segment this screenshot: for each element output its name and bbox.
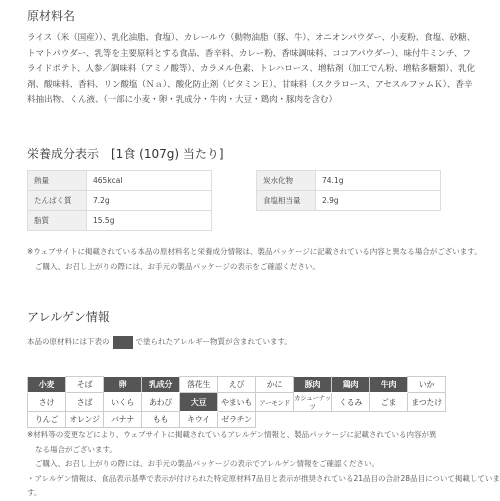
nutrition-value: 465kcal — [87, 171, 212, 191]
allergen-cell: いか — [408, 377, 446, 393]
allergen-title: アレルゲン情報 — [27, 310, 110, 324]
allergen-legend: 本品の原材料には下表の で塗られたアレルギー物質が含まれています。 — [27, 334, 292, 349]
nutrition-value: 7.2g — [87, 191, 212, 211]
allergen-cell: えび — [218, 377, 256, 393]
nutrition-label: 炭水化物 — [257, 171, 316, 191]
nutrition-row — [28, 171, 212, 191]
allergen-grid — [27, 376, 446, 428]
allergen-cell: オレンジ — [66, 412, 104, 428]
legend-swatch — [113, 336, 133, 349]
allergen-cell: 落花生 — [180, 377, 218, 393]
nutrition-label: 熱量 — [28, 171, 87, 191]
allergen-cell: かに — [256, 377, 294, 393]
allergen-cell: カシューナッツ — [294, 394, 331, 411]
allergen-cell: 鶏肉 — [332, 377, 370, 393]
nutrition-table-left — [27, 170, 212, 231]
allergen-row — [28, 412, 446, 428]
allergen-cell: 乳成分 — [142, 377, 180, 393]
allergen-cell: さば — [66, 393, 104, 412]
nutrition-table-right — [256, 170, 441, 211]
allergen-cell: 卵 — [104, 377, 142, 393]
allergen-cell: ゼラチン — [218, 412, 256, 428]
nutrition-value: 2.9g — [316, 191, 441, 211]
nutrition-row — [28, 191, 212, 211]
nutrition-label: たんぱく質 — [28, 191, 87, 211]
ingredients-title: 原材料名 — [27, 9, 76, 23]
allergen-cell: りんご — [28, 412, 66, 428]
allergen-cell: そば — [66, 377, 104, 393]
nutrition-label: 脂質 — [28, 211, 87, 231]
allergen-cell: バナナ — [104, 412, 142, 428]
allergen-cell: 小麦 — [28, 377, 66, 393]
nutrition-note: ※ウェブサイトに掲載されている本品の原材料名と栄養成分情報は、製品パッケージに記載されている内容と異なる場合がございます。 ご購入、お召し上がりの際には、お手元の製品パッケージの表示をご確認ください。 — [27, 247, 482, 271]
ingredients-text: ライス（米（国産））、乳化油脂、食塩）、カレールウ（動物油脂（豚、牛）、オニオンパウダー、小麦粉、食塩、砂糖、トマトパウダー、乳等を主要原料とする食品、香辛料、カレー粉、香味調味料、ココアパウダー）、味付牛ミンチ、フライドポテト、人参／調味料（アミノ酸等）、カラメル色素、トレハロース、増粘剤（加工でん粉、増粘多糖類）、乳化剤、酸味料、香料、リン酸塩（Ｎａ）、酸化防止剤（ビタミンＥ）、甘味料（スクラロース、アセスルファムＫ）、香辛料抽出物、くん液、（一部に小麦・卵・乳成分・牛肉・大豆・鶏肉・豚肉を含む） — [27, 33, 476, 105]
allergen-cell: あわび — [142, 393, 180, 412]
allergen-cell: ごま — [370, 393, 408, 412]
allergen-notes: ※材料等の変更などにより、ウェブサイトに掲載されているアレルゲン情報と、製品パッケージに記載されている内容が異 なる場合がございます。 ご購入、お召し上がりの際には、お手元の製品パッケージの表示でアレルゲン情報をご確認ください。 ・アレルゲン情報は、食品表示基準で表示が付けられた特定原材料7品目と表示が推奨されている21品目の合計28品目について掲載しています。 — [27, 430, 500, 497]
allergen-cell: いくら — [104, 393, 142, 412]
allergen-cell: くるみ — [332, 393, 370, 412]
allergen-cell: まつたけ — [408, 393, 446, 412]
allergen-cell: アーモンド — [256, 393, 294, 412]
nutrition-value: 74.1g — [316, 171, 441, 191]
allergen-row — [28, 377, 446, 393]
nutrition-row — [257, 171, 441, 191]
nutrition-title: 栄養成分表示 [1食 (107g) 当たり] — [27, 147, 224, 161]
allergen-cell: もも — [142, 412, 180, 428]
allergen-cell: 牛肉 — [370, 377, 408, 393]
nutrition-label: 食塩相当量 — [257, 191, 316, 211]
nutrition-value: 15.5g — [87, 211, 212, 231]
allergen-cell: キウイ — [180, 412, 218, 428]
nutrition-row — [257, 191, 441, 211]
allergen-cell: 豚肉 — [294, 377, 332, 393]
allergen-cell: やまいも — [218, 393, 256, 412]
allergen-cell: 大豆 — [180, 393, 218, 412]
nutrition-row — [28, 211, 212, 231]
allergen-cell: さけ — [28, 393, 66, 412]
allergen-row — [28, 393, 446, 412]
